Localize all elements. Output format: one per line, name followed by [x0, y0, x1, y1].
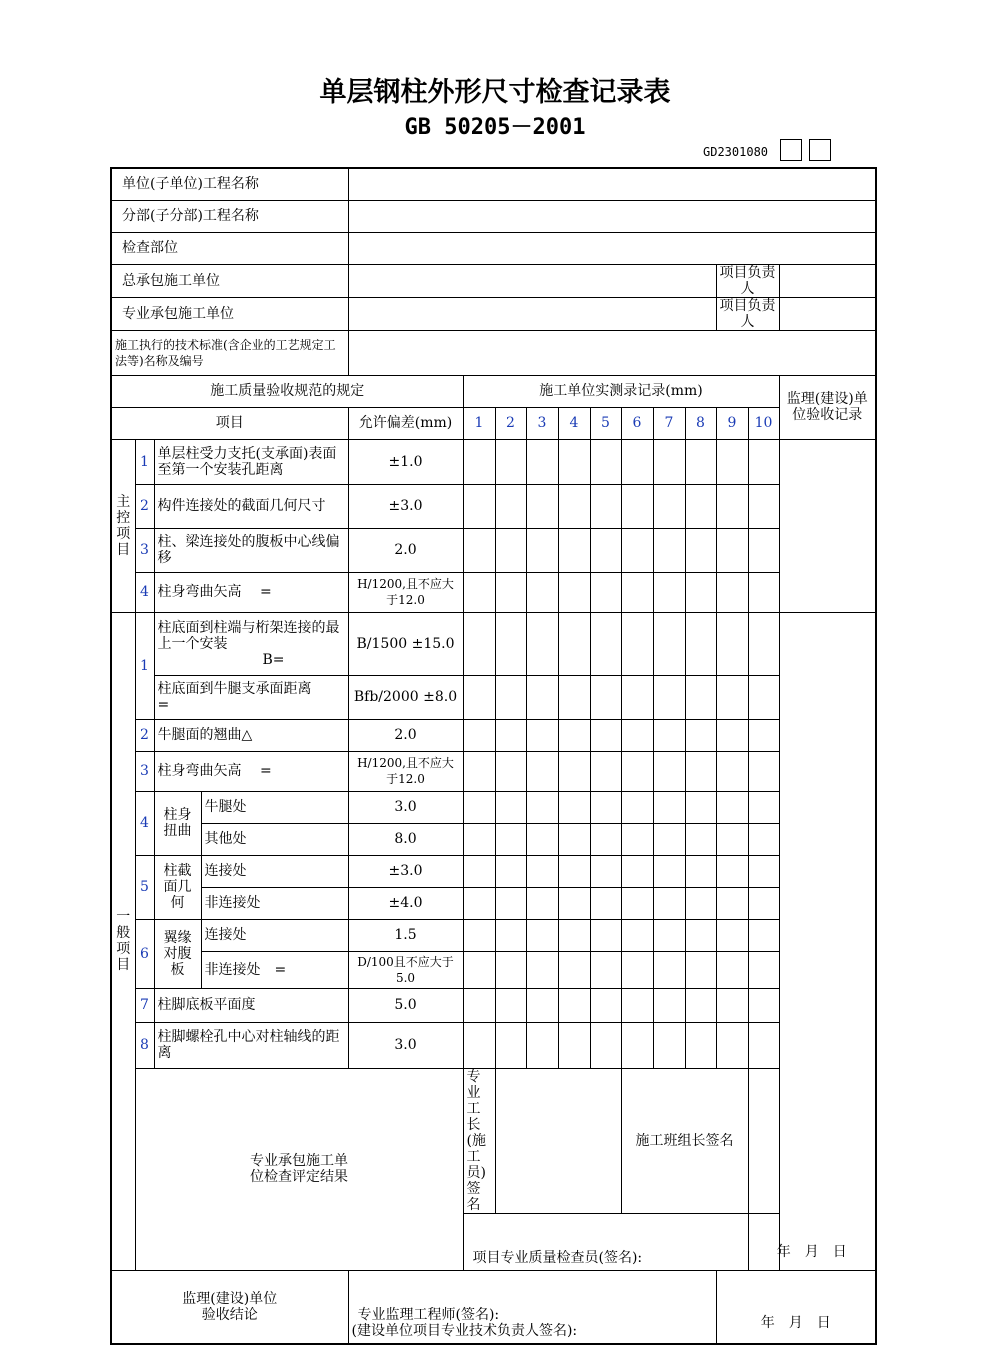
measure-cell[interactable] — [716, 439, 748, 484]
measure-cell[interactable] — [621, 791, 653, 823]
measure-cell[interactable] — [590, 484, 621, 528]
measure-cell[interactable] — [653, 675, 685, 719]
measure-cell[interactable] — [495, 887, 526, 919]
measure-cell[interactable] — [716, 887, 748, 919]
measure-cell[interactable] — [748, 751, 779, 791]
measure-cell[interactable] — [621, 1022, 653, 1068]
measure-cell[interactable] — [621, 823, 653, 855]
measure-cell[interactable] — [685, 675, 716, 719]
item-name: 牛腿面的翘曲△ — [154, 719, 348, 751]
measure-cell[interactable] — [558, 719, 590, 751]
tolerance-value: 5.0 — [348, 988, 463, 1022]
standard-code: GB 50205－2001 — [404, 115, 586, 140]
measure-cell[interactable] — [526, 887, 558, 919]
project-leader-field-2[interactable] — [779, 297, 876, 330]
item-name: 其他处 — [201, 823, 348, 855]
measure-cell[interactable] — [526, 751, 558, 791]
item-name: 柱脚螺栓孔中心对柱轴线的距离 — [154, 1022, 348, 1068]
col-number: 5 — [590, 407, 621, 439]
item-number: 6 — [135, 919, 154, 988]
measure-cell[interactable] — [526, 919, 558, 951]
measure-cell[interactable] — [653, 823, 685, 855]
measure-cell[interactable] — [463, 751, 495, 791]
measure-cell[interactable] — [685, 791, 716, 823]
standard-label: 施工执行的技术标准(含企业的工艺规定工法等)名称及编号 — [111, 330, 348, 375]
col-number: 8 — [685, 407, 716, 439]
measure-cell[interactable] — [653, 919, 685, 951]
measure-cell[interactable] — [526, 719, 558, 751]
measure-cell[interactable] — [526, 855, 558, 887]
measure-cell[interactable] — [558, 919, 590, 951]
general-contractor-field[interactable] — [348, 264, 716, 297]
measure-cell[interactable] — [685, 751, 716, 791]
measure-cell[interactable] — [653, 751, 685, 791]
measure-cell[interactable] — [590, 823, 621, 855]
measure-cell[interactable] — [716, 572, 748, 612]
measure-cell[interactable] — [716, 855, 748, 887]
sub-contractor-field[interactable] — [348, 297, 716, 330]
measure-cell[interactable] — [685, 1022, 716, 1068]
col-number: 4 — [558, 407, 590, 439]
col-number: 3 — [526, 407, 558, 439]
check-part-field[interactable] — [348, 232, 876, 264]
measure-cell[interactable] — [621, 572, 653, 612]
measure-cell[interactable] — [621, 528, 653, 572]
item-name: 柱脚底板平面度 — [154, 988, 348, 1022]
measure-cell[interactable] — [716, 719, 748, 751]
measure-cell[interactable] — [653, 855, 685, 887]
measure-cell[interactable] — [495, 951, 526, 988]
team-leader-label: 施工班组长签名 — [621, 1068, 748, 1213]
measure-cell[interactable] — [526, 791, 558, 823]
item-number: 7 — [135, 988, 154, 1022]
tolerance-value: Bfb/2000 ±8.0 — [348, 675, 463, 719]
measure-cell[interactable] — [621, 439, 653, 484]
tolerance-value: 2.0 — [348, 719, 463, 751]
measure-cell[interactable] — [685, 612, 716, 675]
measure-cell[interactable] — [653, 719, 685, 751]
measure-cell[interactable] — [495, 528, 526, 572]
item-name: 单层柱受力支托(支承面)表面至第一个安装孔距离 — [154, 439, 348, 484]
measure-cell[interactable] — [590, 791, 621, 823]
measure-cell[interactable] — [463, 988, 495, 1022]
measure-cell[interactable] — [526, 675, 558, 719]
measure-cell[interactable] — [621, 919, 653, 951]
measure-cell[interactable] — [558, 791, 590, 823]
measure-cell[interactable] — [685, 855, 716, 887]
measure-cell[interactable] — [463, 823, 495, 855]
item-name: 构件连接处的截面几何尺寸 — [154, 484, 348, 528]
measure-cell[interactable] — [685, 823, 716, 855]
measure-cell[interactable] — [716, 791, 748, 823]
measure-cell[interactable] — [526, 823, 558, 855]
measure-cell[interactable] — [748, 919, 779, 951]
supervision-header: 监理(建设)单位验收记录 — [779, 375, 876, 439]
measure-cell[interactable] — [621, 751, 653, 791]
col-number: 1 — [463, 407, 495, 439]
item-number: 1 — [135, 439, 154, 484]
col-number: 2 — [495, 407, 526, 439]
check-part-label: 检查部位 — [111, 232, 348, 264]
item-number: 2 — [135, 719, 154, 751]
measure-cell[interactable] — [590, 528, 621, 572]
measure-cell[interactable] — [495, 612, 526, 675]
item-number: 4 — [135, 791, 154, 855]
measure-cell[interactable] — [558, 528, 590, 572]
measure-cell[interactable] — [685, 439, 716, 484]
measure-cell[interactable] — [716, 675, 748, 719]
tolerance-value: 3.0 — [348, 791, 463, 823]
measure-cell[interactable] — [748, 855, 779, 887]
measure-cell[interactable] — [621, 988, 653, 1022]
measure-cell[interactable] — [590, 572, 621, 612]
measure-cell[interactable] — [590, 751, 621, 791]
measure-cell[interactable] — [526, 988, 558, 1022]
measure-cell[interactable] — [558, 612, 590, 675]
measure-cell[interactable] — [558, 951, 590, 988]
measure-cell[interactable] — [621, 855, 653, 887]
item-number: 5 — [135, 855, 154, 919]
measure-cell[interactable] — [495, 439, 526, 484]
code-box-1[interactable] — [780, 139, 802, 161]
measure-cell[interactable] — [558, 1022, 590, 1068]
measure-cell[interactable] — [621, 612, 653, 675]
item-number: 8 — [135, 1022, 154, 1068]
measure-cell[interactable] — [748, 988, 779, 1022]
measure-cell[interactable] — [463, 439, 495, 484]
measure-cell[interactable] — [590, 439, 621, 484]
measure-cell[interactable] — [526, 484, 558, 528]
tolerance-value: ±1.0 — [348, 439, 463, 484]
measure-cell[interactable] — [526, 528, 558, 572]
measure-header: 施工单位实测录记录(mm) — [463, 375, 779, 407]
project-leader-field[interactable] — [779, 264, 876, 297]
measure-cell[interactable] — [463, 919, 495, 951]
measure-cell[interactable] — [463, 791, 495, 823]
group-label: 翼缘对腹板 — [154, 919, 201, 988]
measure-cell[interactable] — [716, 751, 748, 791]
tolerance-value: 3.0 — [348, 1022, 463, 1068]
item-name: 连接处 — [201, 919, 348, 951]
supervision-conclusion-label: 监理(建设)单位验收结论 — [111, 1270, 348, 1344]
measure-cell[interactable] — [558, 484, 590, 528]
measure-cell[interactable] — [463, 612, 495, 675]
measure-cell[interactable] — [748, 675, 779, 719]
measure-cell[interactable] — [558, 988, 590, 1022]
measure-cell[interactable] — [748, 572, 779, 612]
supervision-cell-main[interactable] — [779, 439, 876, 612]
engineer-signature[interactable]: 专业监理工程师(签名): (建设单位项目专业技术负责人签名): — [348, 1270, 716, 1344]
measure-cell[interactable] — [590, 919, 621, 951]
measure-cell[interactable] — [495, 675, 526, 719]
measure-cell[interactable] — [685, 988, 716, 1022]
tolerance-value: H/1200,且不应大于12.0 — [348, 751, 463, 791]
measure-cell[interactable] — [653, 572, 685, 612]
measure-cell[interactable] — [748, 719, 779, 751]
unit-project-label: 单位(子单位)工程名称 — [111, 168, 348, 200]
inspector-signature[interactable]: 项目专业质量检查员(签名): — [463, 1213, 748, 1270]
tolerance-header: 允许偏差(mm) — [348, 407, 463, 439]
item-name: 柱底面到牛腿支承面距离 = — [154, 675, 348, 719]
item-name: 牛腿处 — [201, 791, 348, 823]
measure-cell[interactable] — [590, 719, 621, 751]
sub-contractor-label: 专业承包施工单位 — [111, 297, 348, 330]
col-number: 9 — [716, 407, 748, 439]
measure-cell[interactable] — [748, 528, 779, 572]
measure-cell[interactable] — [653, 439, 685, 484]
item-number: 1 — [135, 612, 154, 719]
measure-cell[interactable] — [748, 951, 779, 988]
item-name: 柱底面到柱端与桁架连接的最上一个安装 B= — [154, 612, 348, 675]
measure-cell[interactable] — [653, 887, 685, 919]
measure-cell[interactable] — [685, 919, 716, 951]
item-name: 非连接处 = — [201, 951, 348, 988]
measure-cell[interactable] — [526, 572, 558, 612]
measure-cell[interactable] — [653, 791, 685, 823]
measure-cell[interactable] — [590, 988, 621, 1022]
measure-cell[interactable] — [463, 1022, 495, 1068]
measure-cell[interactable] — [685, 528, 716, 572]
measure-cell[interactable] — [463, 719, 495, 751]
measure-cell[interactable] — [590, 951, 621, 988]
tolerance-value: 2.0 — [348, 528, 463, 572]
item-number: 3 — [135, 528, 154, 572]
tolerance-value: ±3.0 — [348, 484, 463, 528]
col-number: 10 — [748, 407, 779, 439]
tolerance-value: D/100且不应大于5.0 — [348, 951, 463, 988]
inspection-table — [110, 167, 877, 1345]
code-box-2[interactable] — [809, 139, 831, 161]
measure-cell[interactable] — [558, 823, 590, 855]
measure-cell[interactable] — [495, 988, 526, 1022]
measure-cell[interactable] — [495, 855, 526, 887]
measure-cell[interactable] — [653, 528, 685, 572]
col-number: 7 — [653, 407, 685, 439]
measure-cell[interactable] — [685, 719, 716, 751]
measure-cell[interactable] — [495, 919, 526, 951]
team-leader-signature[interactable] — [748, 1068, 876, 1213]
measure-cell[interactable] — [621, 675, 653, 719]
item-number: 2 — [135, 484, 154, 528]
tolerance-value: B/1500 ±15.0 — [348, 612, 463, 675]
measure-cell[interactable] — [653, 484, 685, 528]
measure-cell[interactable] — [526, 439, 558, 484]
measure-cell[interactable] — [558, 572, 590, 612]
measure-cell[interactable] — [463, 572, 495, 612]
measure-cell[interactable] — [748, 887, 779, 919]
measure-cell[interactable] — [653, 612, 685, 675]
group-label: 柱身扭曲 — [154, 791, 201, 855]
item-number: 3 — [135, 751, 154, 791]
measure-cell[interactable] — [495, 791, 526, 823]
measure-cell[interactable] — [716, 484, 748, 528]
measure-cell[interactable] — [495, 823, 526, 855]
measure-cell[interactable] — [716, 1022, 748, 1068]
item-header: 项目 — [111, 407, 348, 439]
measure-cell[interactable] — [495, 1022, 526, 1068]
spec-header: 施工质量验收规范的规定 — [111, 375, 463, 407]
item-name: 非连接处 — [201, 887, 348, 919]
inspection-date[interactable]: 年 月 日 — [748, 1213, 876, 1270]
measure-cell[interactable] — [526, 1022, 558, 1068]
tolerance-value: 8.0 — [348, 823, 463, 855]
measure-cell[interactable] — [748, 1022, 779, 1068]
tolerance-value: ±4.0 — [348, 887, 463, 919]
item-number: 4 — [135, 572, 154, 612]
measure-cell[interactable] — [558, 751, 590, 791]
measure-cell[interactable] — [653, 1022, 685, 1068]
measure-cell[interactable] — [463, 484, 495, 528]
measure-cell[interactable] — [748, 439, 779, 484]
measure-cell[interactable] — [621, 951, 653, 988]
general-contractor-label: 总承包施工单位 — [111, 264, 348, 297]
group-label: 柱截面几何 — [154, 855, 201, 919]
unit-project-field[interactable] — [348, 168, 876, 200]
measure-cell[interactable] — [748, 823, 779, 855]
measure-cell[interactable] — [716, 919, 748, 951]
sub-project-field[interactable] — [348, 200, 876, 232]
item-name: 连接处 — [201, 855, 348, 887]
measure-cell[interactable] — [463, 951, 495, 988]
measure-cell[interactable] — [716, 951, 748, 988]
measure-cell[interactable] — [558, 675, 590, 719]
measure-cell[interactable] — [716, 988, 748, 1022]
item-name: 柱身弯曲矢高 = — [154, 751, 348, 791]
measure-cell[interactable] — [590, 1022, 621, 1068]
measure-cell[interactable] — [685, 951, 716, 988]
item-name: 柱、梁连接处的腹板中心线偏移 — [154, 528, 348, 572]
measure-cell[interactable] — [716, 528, 748, 572]
supervision-date[interactable]: 年 月 日 — [716, 1270, 876, 1344]
measure-cell[interactable] — [495, 484, 526, 528]
tolerance-value: ±3.0 — [348, 855, 463, 887]
measure-cell[interactable] — [558, 855, 590, 887]
sub-eval-label: 专业承包施工单位检查评定结果 — [135, 1068, 463, 1270]
tolerance-value: H/1200,且不应大于12.0 — [348, 572, 463, 612]
measure-cell[interactable] — [621, 719, 653, 751]
measure-cell[interactable] — [558, 887, 590, 919]
measure-cell[interactable] — [685, 887, 716, 919]
measure-cell[interactable] — [463, 675, 495, 719]
foreman-label: 专业工长(施工员)签名 — [463, 1068, 495, 1213]
measure-cell[interactable] — [748, 612, 779, 675]
standard-field[interactable] — [348, 330, 876, 375]
foreman-signature[interactable] — [495, 1068, 621, 1213]
measure-cell[interactable] — [526, 612, 558, 675]
measure-cell[interactable] — [463, 528, 495, 572]
item-name: 柱身弯曲矢高 = — [154, 572, 348, 612]
project-leader-label: 项目负责人 — [716, 264, 779, 297]
measure-cell[interactable] — [590, 855, 621, 887]
measure-cell[interactable] — [495, 719, 526, 751]
measure-cell[interactable] — [590, 675, 621, 719]
measure-cell[interactable] — [685, 484, 716, 528]
measure-cell[interactable] — [716, 823, 748, 855]
measure-cell[interactable] — [748, 791, 779, 823]
page-title: 单层钢柱外形尺寸检查记录表 — [319, 77, 671, 108]
project-leader-label-2: 项目负责人 — [716, 297, 779, 330]
measure-cell[interactable] — [748, 484, 779, 528]
form-code: GD2301080 — [703, 145, 769, 159]
measure-cell[interactable] — [590, 612, 621, 675]
measure-cell[interactable] — [621, 484, 653, 528]
tolerance-value: 1.5 — [348, 919, 463, 951]
col-number: 6 — [621, 407, 653, 439]
measure-cell[interactable] — [653, 951, 685, 988]
sub-project-label: 分部(子分部)工程名称 — [111, 200, 348, 232]
measure-cell[interactable] — [495, 751, 526, 791]
measure-cell[interactable] — [463, 887, 495, 919]
measure-cell[interactable] — [685, 572, 716, 612]
measure-cell[interactable] — [558, 439, 590, 484]
main-control-label: 主 控 项 目 — [111, 439, 135, 612]
measure-cell[interactable] — [590, 887, 621, 919]
measure-cell[interactable] — [526, 951, 558, 988]
measure-cell[interactable] — [716, 612, 748, 675]
measure-cell[interactable] — [495, 572, 526, 612]
measure-cell[interactable] — [621, 887, 653, 919]
general-items-label: 一 般 项 目 — [111, 612, 135, 1270]
measure-cell[interactable] — [653, 988, 685, 1022]
measure-cell[interactable] — [463, 855, 495, 887]
